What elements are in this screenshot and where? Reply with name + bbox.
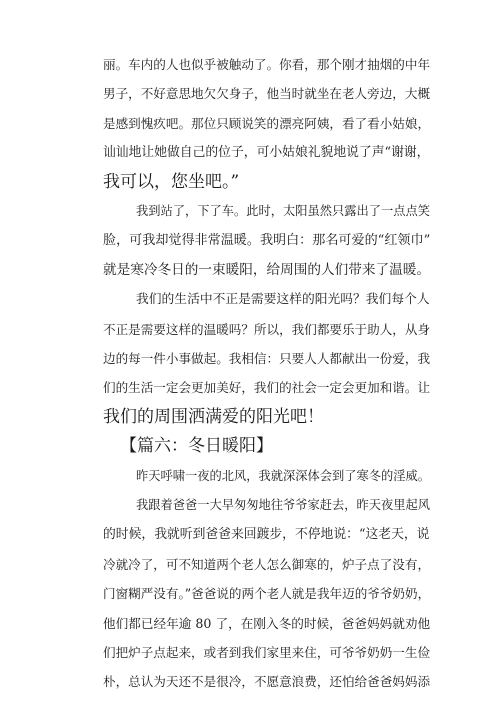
text-line-17: 的时候，我就听到爸爸来回踱步，不停地说：“这老天，说: [103, 527, 430, 543]
text-line-4: 讪讪地让她做自己的位子，可小姑娘礼貌地说了声“谢谢，: [103, 145, 430, 161]
text-line-3: 是感到愧疚吧。那位只顾说笑的漂亮阿姨，看了看小姑娘，: [103, 115, 431, 131]
text-line-19: 门窗糊严没有。”爸爸说的两个老人就是我年迈的爷爷奶奶，: [103, 586, 431, 602]
text-line-1: 丽。车内的人也似乎被触动了。你看，那个刚才抽烟的中年: [103, 57, 431, 72]
text-line-13: 我们的周围洒满爱的阳光吧！: [103, 406, 324, 427]
section-heading: 【篇六：冬日暖阳】: [120, 436, 273, 457]
text-line-15: 昨天呼啸一夜的北风，我就深深体会到了寒冬的淫威。: [136, 468, 430, 483]
text-line-22: 朴，总认为天还不是很冷，不愿意浪费，还怕给爸爸妈妈添: [103, 674, 431, 690]
text-line-9: 我们的生活中不正是需要这样的阳光吗？我们每个人: [136, 292, 430, 308]
text-line-11: 边的每一件小事做起。我相信：只要人人都献出一份爱，我: [103, 351, 431, 366]
text-line-12: 们的生活一定会更加美好，我们的社会一定会更加和谐。让: [103, 380, 431, 396]
text-line-21: 们把炉子点起来，或者到我们家里来住，可爷爷奶奶一生俭: [103, 645, 431, 660]
text-line-20: 他们都已经年逾 80 了，在刚入冬的时候，爸爸妈妈就劝他: [103, 615, 431, 631]
text-line-5: 我可以，您坐吧。”: [103, 171, 240, 192]
text-line-2: 男子，不好意思地欠欠身子，他当时就坐在老人旁边，大概: [103, 86, 431, 102]
text-line-6: 我到站了，下了车。此时，太阳虽然只露出了一点点笑: [136, 204, 430, 218]
text-line-8: 就是寒冷冬日的一束暖阳，给周围的人们带来了温暖。: [103, 261, 430, 278]
text-line-18: 冷就冷了，可不知道两个老人怎么御寒的，炉子点了没有，: [103, 556, 431, 572]
text-line-7: 脸，可我却觉得非常温暖。我明白：那名可爱的“红领巾”: [103, 233, 431, 249]
text-line-10: 不正是需要这样的温暖吗？所以，我们都要乐于助人，从身: [103, 321, 431, 337]
text-line-16: 我跟着爸爸一大早匆匆地往爷爷家赶去，昨天夜里起风: [136, 498, 430, 512]
